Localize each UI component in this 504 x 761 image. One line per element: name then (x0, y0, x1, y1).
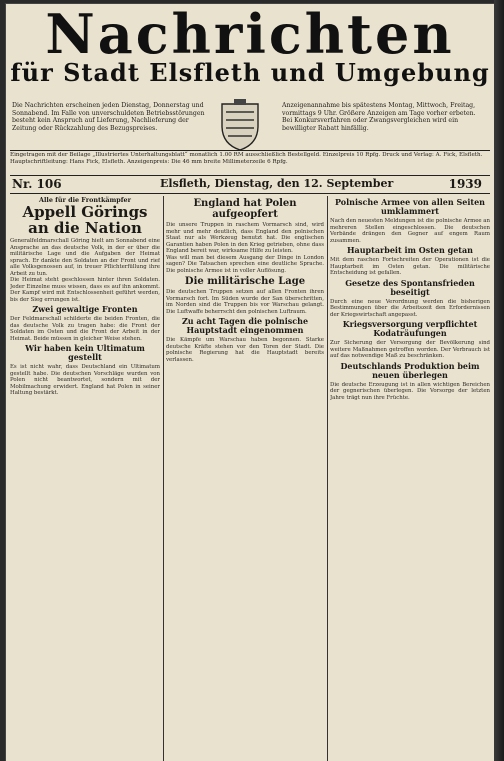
publication-info: Die Nachrichten erscheinen jeden Dienstag, Donnerstag und Sonnabend. Im Falle von unverschuldeten Betriebsstörungen besteht kein Anspruch auf Lieferung, Nachlieferung der Zeitung oder Rückzahlung des Bezugspreises. (12, 102, 205, 132)
article-paragraph: Nach den neuesten Meldungen ist die polnische Armee an mehreren Stellen eingeschlossen. Die deutschen Verbände drängen den Gegner auf engem Raum zusammen. (330, 218, 490, 244)
advertising-info: Anzeigenannahme bis spätestens Montag, Mittwoch, Freitag, vormittags 9 Uhr. Größere Anzeigen am Tage vorher erbeten. Bei Konkursverfahren oder Zwangsvergleichen wird ein bewilligter Rabatt hinfällig. (282, 102, 476, 132)
article-paragraph: Durch eine neue Verordnung werden die bisherigen Bestimmungen über die Arbeitszeit den Erfordernissen der Kriegswirtschaft angepasst. (330, 298, 490, 318)
divider (10, 175, 490, 176)
article-kicker: Alle für die Frontkämpfer (39, 196, 131, 204)
article-paragraph: Die Kämpfe um Warschau haben begonnen. Starke deutsche Kräfte stehen vor den Toren der Stadt. Die polnische Regierung hat die Hauptstadt bereits verlassen. (166, 337, 324, 363)
article-paragraph: Die deutschen Truppen setzen auf allen Fronten ihren Vormarsch fort. Im Süden wurde der San überschritten, im Norden sind die Truppen bis vor Warschau gelangt. Die Luftwaffe beherrscht den polnischen Luftraum. (166, 289, 324, 315)
article-paragraph: Die Heimat steht geschlossen hinter ihren Soldaten. Jeder Einzelne muss wissen, dass es auf ihn ankommt. Der Kampf wird mit Entschlossenheit geführt werden, bis der Sieg errungen ist. (10, 277, 160, 303)
coat-of-arms-icon (218, 98, 262, 152)
book-binding-edge (494, 0, 504, 761)
section-heading: Wir haben kein Ultimatum gestellt (25, 343, 145, 362)
subscription-band: Eingetragen mit der Beilage „Illustriertes Unterhaltungsblatt“ monatlich 1.00 RM ausschließlich Bestellgeld. Einzelpreis 10 Rpfg. Druck und Verlag: A. Fick, Elsfleth. Hauptschriftleitung: Hans Fick, Elsfleth. Anzeigenpreis: Die 46 mm breite Millimeterzeile 6 Rpfg. (10, 152, 483, 165)
article-paragraph: Es ist nicht wahr, dass Deutschland ein Ultimatum gestellt habe. Die deutschen Vorschläge wurden von Polen nicht beantwortet, sondern mit der Mobilmachung erwidert. England hat Polen in seiner Haltung bestärkt. (10, 364, 160, 396)
section-heading: Gesetze des Spontansfrieden beseitigt (345, 277, 475, 297)
article-paragraph: Zur Sicherung der Versorgung der Bevölkerung sind weitere Maßnahmen getroffen worden. Der Verbrauch ist auf das notwendige Maß zu beschränken. (330, 340, 490, 359)
issue-number: Nr. 106 (12, 177, 62, 191)
article-headline: Polnische Armee von allen Seiten umklammert (335, 197, 485, 216)
divider (10, 150, 490, 151)
section-heading: Hauptarbeit im Osten getan (347, 245, 473, 255)
article-paragraph: Die unsere Truppen in raschem Vormarsch sind, wird mehr und mehr deutlich, dass England den polnischen Staat nur als Werkzeug benutzt hat. Die englischen Garantien haben Polen in den Krieg getrieben, ohne dass England bereit war, wirksame Hilfe zu leisten. (166, 222, 324, 254)
article-paragraph: Generalfeldmarschall Göring hielt am Sonnabend eine Ansprache an das deutsche Volk, in der er über die militärische Lage und die Aufgaben der Heimat sprach. Er dankte den Soldaten an der Front und rief alle Volksgenossen auf, in treuer Pflichterfüllung ihre Arbeit zu tun. (10, 238, 160, 277)
article-paragraph: Was will man bei diesem Ausgang der Dinge in London sagen? Die Tatsachen sprechen eine deutliche Sprache. Die polnische Armee ist in voller Auflösung. (166, 254, 324, 274)
newspaper-subtitle: für Stadt Elsfleth und Umgebung (10, 58, 490, 87)
column-right (330, 196, 490, 761)
article-paragraph: Der Feldmarschall schilderte die beiden Fronten, die das deutsche Volk zu tragen habe: die Front der Soldaten im Osten und die Front der Arbeit in der Heimat. Beide müssen in gleicher Weise stehen. (10, 316, 160, 342)
newspaper-title: Nachrichten (45, 4, 455, 66)
masthead (6, 4, 494, 104)
section-heading: Zwei gewaltige Fronten (32, 304, 138, 314)
newspaper-page (6, 4, 494, 761)
column-left (10, 196, 160, 761)
issue-date: Elsfleth, Dienstag, den 12. September (160, 177, 394, 190)
column-middle (166, 196, 324, 761)
column-rule (163, 196, 164, 761)
divider (10, 193, 490, 194)
article-paragraph: Mit dem raschen Fortschreiten der Operationen ist die Hauptarbeit im Osten getan. Die militärische Entscheidung ist gefallen. (330, 257, 490, 276)
article-paragraph: Die deutsche Erzeugung ist in allen wichtigen Bereichen der gegnerischen überlegen. Die Vorsorge der letzten Jahre trägt nun ihre Früchte. (330, 381, 490, 401)
issue-line (10, 177, 490, 193)
section-heading: Deutschlands Produktion beim neuen überlegen (340, 360, 480, 380)
column-rule (327, 196, 328, 761)
section-heading: Zu acht Tagen die polnische Hauptstadt eingenommen (181, 316, 309, 335)
section-heading: Kriegsversorgung verpflichtet Kodaträufungen (342, 319, 478, 338)
main-headline: Appell Görings an die Nation (22, 203, 148, 237)
section-heading: Die militärische Lage (184, 276, 306, 287)
article-headline: England hat Polen aufgeopfert (193, 198, 297, 220)
issue-year: 1939 (448, 177, 482, 191)
